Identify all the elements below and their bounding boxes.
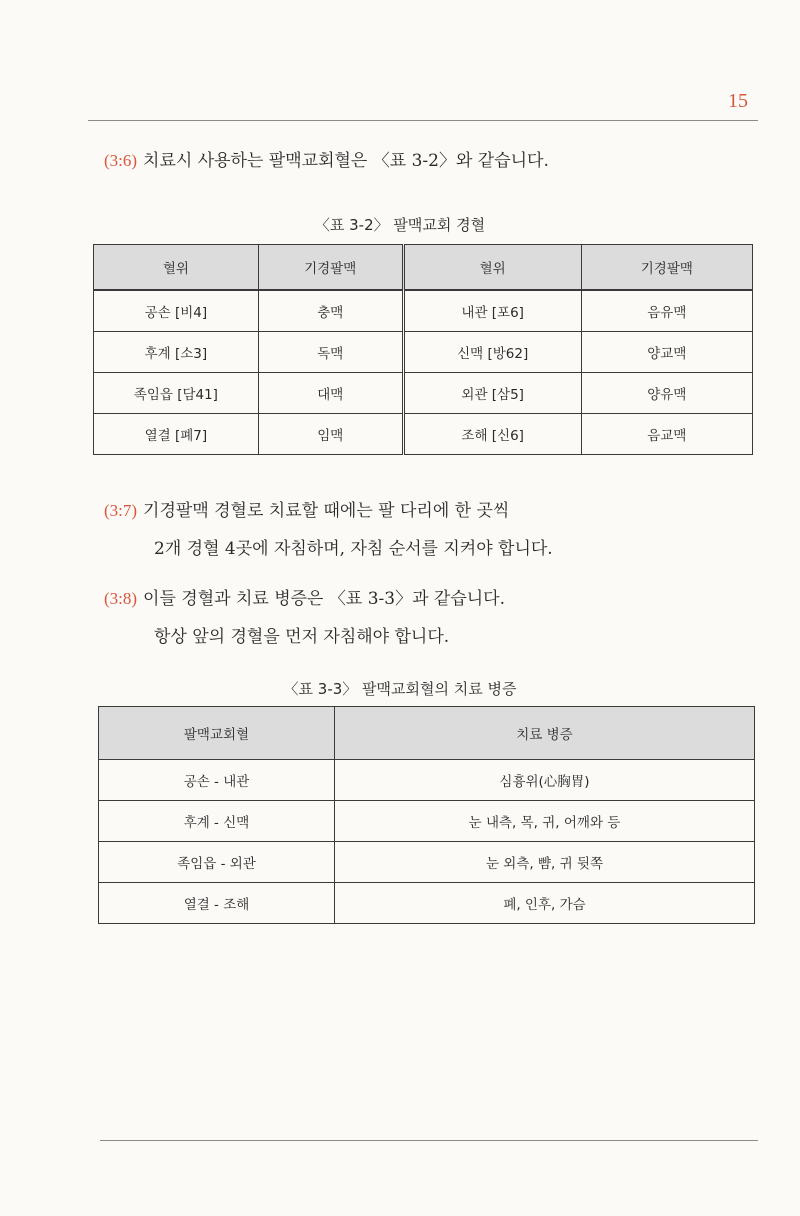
table-cell: 음유맥 — [581, 290, 752, 332]
footer-rule — [100, 1140, 758, 1141]
table-cell: 후계 - 신맥 — [99, 801, 335, 842]
table-cell: 눈 외측, 뺨, 귀 뒷쪽 — [335, 842, 755, 883]
table-cell: 임맥 — [258, 414, 403, 455]
table-cell: 열결 - 조해 — [99, 883, 335, 924]
header-cell: 혈위 — [94, 245, 259, 291]
table-3-3-caption: 〈표 3-3〉 팔맥교회혈의 치료 병증 — [283, 680, 517, 698]
table-header-row — [94, 245, 753, 291]
table-cell: 양유맥 — [581, 373, 752, 414]
table-cell: 조해 [신6] — [403, 414, 581, 455]
table-cell: 충맥 — [258, 290, 403, 332]
table-cell: 공손 - 내관 — [99, 760, 335, 801]
table-cell: 양교맥 — [581, 332, 752, 373]
header-cell: 기경팔맥 — [258, 245, 403, 291]
table-header-row — [99, 707, 755, 760]
paragraph-line: 이들 경혈과 치료 병증은 〈표 3-3〉과 같습니다. — [143, 589, 506, 609]
paragraph-line: 항상 앞의 경혈을 먼저 자침해야 합니다. — [154, 627, 450, 647]
table-3-2-caption: 〈표 3-2〉 팔맥교회 경혈 — [314, 216, 486, 234]
paragraph-line: 2개 경혈 4곳에 자침하며, 자침 순서를 지켜야 합니다. — [154, 539, 553, 559]
table-cell: 폐, 인후, 가슴 — [335, 883, 755, 924]
table-cell: 열결 [폐7] — [94, 414, 259, 455]
header-cell: 팔맥교회혈 — [99, 707, 335, 760]
table-cell: 음교맥 — [581, 414, 752, 455]
table-cell: 심흉위(心胸胃) — [335, 760, 755, 801]
paragraph-3-6 — [104, 142, 764, 180]
table-cell: 눈 내측, 목, 귀, 어깨와 등 — [335, 801, 755, 842]
table-cell: 족임읍 [담41] — [94, 373, 259, 414]
paragraph-3-7 — [104, 492, 764, 568]
table-cell: 외관 [삼5] — [403, 373, 581, 414]
table-3-2 — [93, 244, 753, 455]
paragraph-number: (3:6) — [104, 151, 138, 170]
header-cell: 기경팔맥 — [581, 245, 752, 291]
paragraph-line: 기경팔맥 경혈로 치료할 때에는 팔 다리에 한 곳씩 — [143, 501, 510, 521]
header-cell: 치료 병증 — [335, 707, 755, 760]
table-cell: 독맥 — [258, 332, 403, 373]
table-row — [99, 883, 755, 924]
table-cell: 신맥 [방62] — [403, 332, 581, 373]
table-cell: 후계 [소3] — [94, 332, 259, 373]
table-row — [99, 801, 755, 842]
table-cell: 족임읍 - 외관 — [99, 842, 335, 883]
paragraph-3-8 — [104, 580, 764, 656]
header-cell: 혈위 — [403, 245, 581, 291]
paragraph-number: (3:8) — [104, 589, 138, 608]
table-row — [94, 290, 753, 332]
table-row — [94, 332, 753, 373]
table-row — [94, 414, 753, 455]
table-cell: 대맥 — [258, 373, 403, 414]
table-row — [99, 842, 755, 883]
table-row — [94, 373, 753, 414]
table-row — [99, 760, 755, 801]
paragraph-text: 치료시 사용하는 팔맥교회혈은 〈표 3-2〉와 같습니다. — [143, 151, 549, 171]
table-cell: 내관 [포6] — [403, 290, 581, 332]
table-3-3 — [98, 706, 755, 924]
table-cell: 공손 [비4] — [94, 290, 259, 332]
page-number: 15 — [728, 90, 748, 112]
paragraph-number: (3:7) — [104, 501, 138, 520]
header-rule — [88, 120, 758, 121]
